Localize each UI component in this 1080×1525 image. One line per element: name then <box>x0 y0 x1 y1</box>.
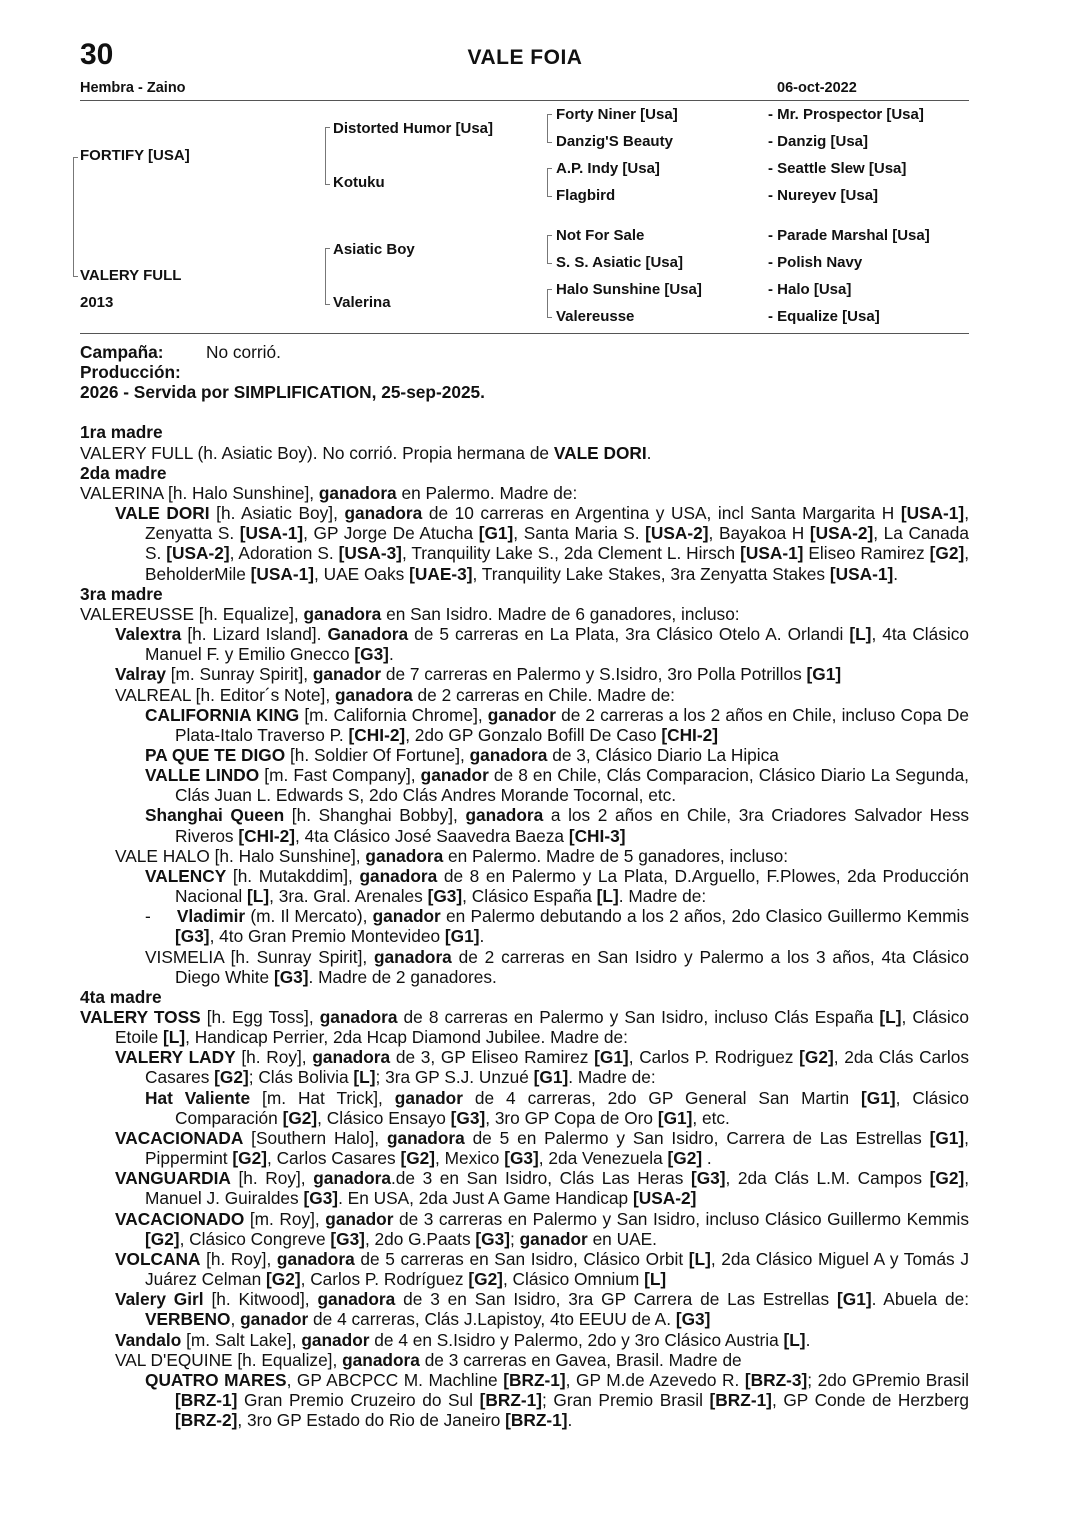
pedigree-g3-4: Flagbird <box>556 187 616 204</box>
pedigree-g3-1: Forty Niner [Usa] <box>556 106 678 123</box>
pedigree-dam-dam: Valerina <box>333 294 391 311</box>
pedigree-g4-8: - Equalize [Usa] <box>768 308 880 325</box>
lot-number: 30 <box>80 38 114 71</box>
section-text-1: VALERY FULL (h. Asiatic Boy). No corrió. Propia hermana de VALE DORI. <box>80 442 652 463</box>
produce-entry: VALERY LADY [h. Roy], ganadora de 3, GP Eliseo Ramirez [G1], Carlos P. Rodriguez [G2], 2da Clás Carlos Casares [G2]; Clás Bolivia [L]; 3ra GP S.J. Unzué [G1]. Madre de: <box>115 1047 970 1088</box>
campaign-line <box>80 342 969 362</box>
production-year: 2026 <box>80 382 119 403</box>
pedigree-g3-5: Not For Sale <box>556 227 645 244</box>
pedigree-bracket-ds <box>547 235 552 264</box>
pedigree-g4-6: - Polish Navy <box>768 254 863 271</box>
produce-entry: VALENCY [h. Mutakddim], ganadora de 8 en Palermo y La Plata, D.Arguello, F.Plowes, 2da Producción Nacional [L], 3ra. Gral. Arenales [G3], Clásico España [L]. Madre de: <box>145 865 969 907</box>
section-text-4: VALERY TOSS [h. Egg Toss], ganadora de 8 carreras en Palermo y San Isidro, incluso Clás España [L], Clásico Etoile [L], Handicap Perrier, 2da Hcap Diamond Jubilee. Madre de: <box>80 1007 969 1048</box>
spacer <box>80 402 969 422</box>
produce-entry: Valray [m. Sunray Spirit], ganador de 7 carreras en Palermo y S.Isidro, 3ro Polla Potrillos [G1] <box>115 664 842 685</box>
section-text-3: VALEREUSSE [h. Equalize], ganadora en San Isidro. Madre de 6 ganadores, incluso: <box>80 603 740 624</box>
produce-entry: PA QUE TE DIGO [h. Soldier Of Fortune], ganadora de 3, Clásico Diario La Hipica <box>145 744 779 765</box>
pedigree-bracket-ss <box>547 114 552 143</box>
pedigree-g4-3: - Seattle Slew [Usa] <box>768 160 907 177</box>
produce-entry: - Vladimir (m. Il Mercato), ganador en Palermo debutando a los 2 años, 2do Clasico Guillermo Kemmis [G3], 4to Gran Premio Montevideo [G1]. <box>145 906 969 947</box>
birth-date: 06-oct-2022 <box>777 80 857 96</box>
pedigree-dam-sire: Asiatic Boy <box>333 241 415 258</box>
produce-entry: VALREAL [h. Editor´s Note], ganadora de 2 carreras en Chile. Madre de: <box>115 684 675 705</box>
pedigree-g3-7: Halo Sunshine [Usa] <box>556 281 702 298</box>
pedigree-dam-year: 2013 <box>80 294 114 311</box>
produce-entry: VALLE LINDO [m. Fast Company], ganador de 8 en Chile, Clás Comparacion, Clásico Diario La Segunda, Clás Juan L. Edwards S, 2do Clás Andres Morande Tocornal, etc. <box>145 765 969 806</box>
pedigree-g3-2: Danzig'S Beauty <box>556 133 673 150</box>
produce-entry: VACACIONADO [m. Roy], ganador de 3 carreras en Palermo y San Isidro, incluso Clásico Guillermo Kemmis [G2], Clásico Congreve [G3], 2do G.Paats [G3]; ganador en UAE. <box>115 1208 969 1249</box>
produce-entry: Shanghai Queen [h. Shanghai Bobby], ganadora a los 2 años en Chile, 3ra Criadores Salvador Hess Riveros [CHI-2], 4ta Clásico José Saavedra Baeza [CHI-3] <box>145 805 970 846</box>
sex-color: Hembra - Zaino <box>80 80 186 96</box>
produce-entry: Vandalo [m. Salt Lake], ganador de 4 en S.Isidro y Palermo, 2do y 3ro Clásico Austria [L]. <box>115 1329 811 1350</box>
section-title-3: 3ra madre <box>80 583 163 604</box>
pedigree-top-rule <box>80 100 969 101</box>
produce-entry: CALIFORNIA KING [m. California Chrome], ganador de 2 carreras a los 2 años en Chile, incluso Copa De Plata-Italo Traverso P. [CHI-2], 2do GP Gonzalo Bofill De Caso [CHI-2] <box>145 704 969 745</box>
entries-2da-madre <box>80 503 969 584</box>
pedigree-bracket-gen1 <box>73 157 78 277</box>
pedigree-bracket-sire <box>325 127 330 185</box>
pedigree-sire: FORTIFY [USA] <box>80 147 190 164</box>
section-title-2: 2da madre <box>80 462 167 483</box>
pedigree-sire-dam: Kotuku <box>333 174 385 191</box>
pedigree-g4-5: - Parade Marshal [Usa] <box>768 227 930 244</box>
entries-3ra-madre <box>80 624 969 987</box>
pedigree-bracket-dd <box>547 289 552 318</box>
produce-entry: Hat Valiente [m. Hat Trick], ganador de 4 carreras, 2do GP General San Martin [G1], Clásico Comparación [G2], Clásico Ensayo [G3], 3ro GP Copa de Oro [G1], etc. <box>145 1087 969 1128</box>
pedigree-g3-8: Valereusse <box>556 308 635 325</box>
produce-entry: Valextra [h. Lizard Island]. Ganadora de 5 carreras en La Plata, 3ra Clásico Otelo A. Orlandi [L], 4ta Clásico Manuel F. y Emilio Gnecco [G3]. <box>115 624 969 665</box>
produce-entry: VALE DORI [h. Asiatic Boy], ganadora de 10 carreras en Argentina y USA, incl Santa Margarita H [USA-1], Zenyatta S. [USA-1], GP Jorge De Atucha [G1], Santa Maria S. [USA-2], Bayakoa H [USA-2], La Canada S. [USA-2], Adoration S. [USA-3], Tranquility Lake S., 2da Clement L. Hirsch [USA-1] Eliseo Ramirez [G2], BeholderMile [USA-1], UAE Oaks [UAE-3], Tranquility Lake Stakes, 3ra Zenyatta Stakes [USA-1]. <box>115 503 970 584</box>
pedigree-bracket-dam <box>325 248 330 305</box>
production-label: Producción: <box>80 362 181 383</box>
production-text: - Servida por SIMPLIFICATION, 25-sep-2025. <box>118 382 485 403</box>
produce-entry: Valery Girl [h. Kitwood], ganadora de 3 en San Isidro, 3ra GP Carrera de Las Estrellas [G1]. Abuela de: VERBENO, ganador de 4 carreras, Clás J.Lapistoy, 4to EEUU de A. [G3] <box>115 1289 969 1330</box>
catalog-body <box>80 342 969 1430</box>
pedigree-g4-4: - Nureyev [Usa] <box>768 187 879 204</box>
produce-entry: VISMELIA [h. Sunray Spirit], ganadora de 2 carreras en San Isidro y Palermo a los 3 años, 4ta Clásico Diego White [G3]. Madre de 2 ganadores. <box>145 946 969 987</box>
produce-entry: VACACIONADA [Southern Halo], ganadora de 5 en Palermo y San Isidro, Carrera de Las Estrellas [G1], Pippermint [G2], Carlos Casares [G2], Mexico [G3], 2da Venezuela [G2] . <box>115 1127 969 1169</box>
produce-entry: VALE HALO [h. Halo Sunshine], ganadora en Palermo. Madre de 5 ganadores, incluso: <box>115 845 789 866</box>
campaign-label: Campaña: <box>80 342 164 362</box>
section-title-1: 1ra madre <box>80 422 163 443</box>
produce-entry: QUATRO MARES, GP ABCPCC M. Machline [BRZ-1], GP M.de Azevedo R. [BRZ-3]; 2do GPremio Brasil [BRZ-1] Gran Premio Cruzeiro do Sul [BRZ-1]; Gran Premio Brasil [BRZ-1], GP Conde de Herzberg [BRZ-2], 3ro GP Estado do Rio de Janeiro [BRZ-1]. <box>145 1369 969 1431</box>
pedigree-g4-1: - Mr. Prospector [Usa] <box>768 106 924 123</box>
pedigree-g3-3: A.P. Indy [Usa] <box>556 160 660 177</box>
campaign-value: No corrió. <box>206 342 281 362</box>
produce-entry: VOLCANA [h. Roy], ganadora de 5 carreras en San Isidro, Clásico Orbit [L], 2da Clásico Miguel A y Tomás J Juárez Celman [G2], Carlos P. Rodríguez [G2], Clásico Omnium [L] <box>115 1248 969 1290</box>
section-title-4: 4ta madre <box>80 986 162 1007</box>
production-line <box>80 382 969 402</box>
pedigree-g3-6: S. S. Asiatic [Usa] <box>556 254 683 271</box>
pedigree-sire-sire: Distorted Humor [Usa] <box>333 120 494 137</box>
produce-entry: VAL D'EQUINE [h. Equalize], ganadora de 3 carreras en Gavea, Brasil. Madre de <box>115 1349 742 1370</box>
pedigree-bottom-rule <box>80 333 969 334</box>
pedigree-g4-2: - Danzig [Usa] <box>768 133 869 150</box>
pedigree-g4-7: - Halo [Usa] <box>768 281 852 298</box>
section-text-2: VALERINA [h. Halo Sunshine], ganadora en Palermo. Madre de: <box>80 482 578 503</box>
horse-name: VALE FOIA <box>467 46 583 69</box>
entries-4ta-madre <box>80 1047 969 1430</box>
pedigree-bracket-sd <box>547 168 552 197</box>
pedigree-dam: VALERY FULL <box>80 267 182 284</box>
produce-entry: VANGUARDIA [h. Roy], ganadora.de 3 en San Isidro, Clás Las Heras [G3], 2da Clás L.M. Campos [G2], Manuel J. Guiraldes [G3]. En USA, 2da Just A Game Handicap [USA-2] <box>115 1168 970 1209</box>
